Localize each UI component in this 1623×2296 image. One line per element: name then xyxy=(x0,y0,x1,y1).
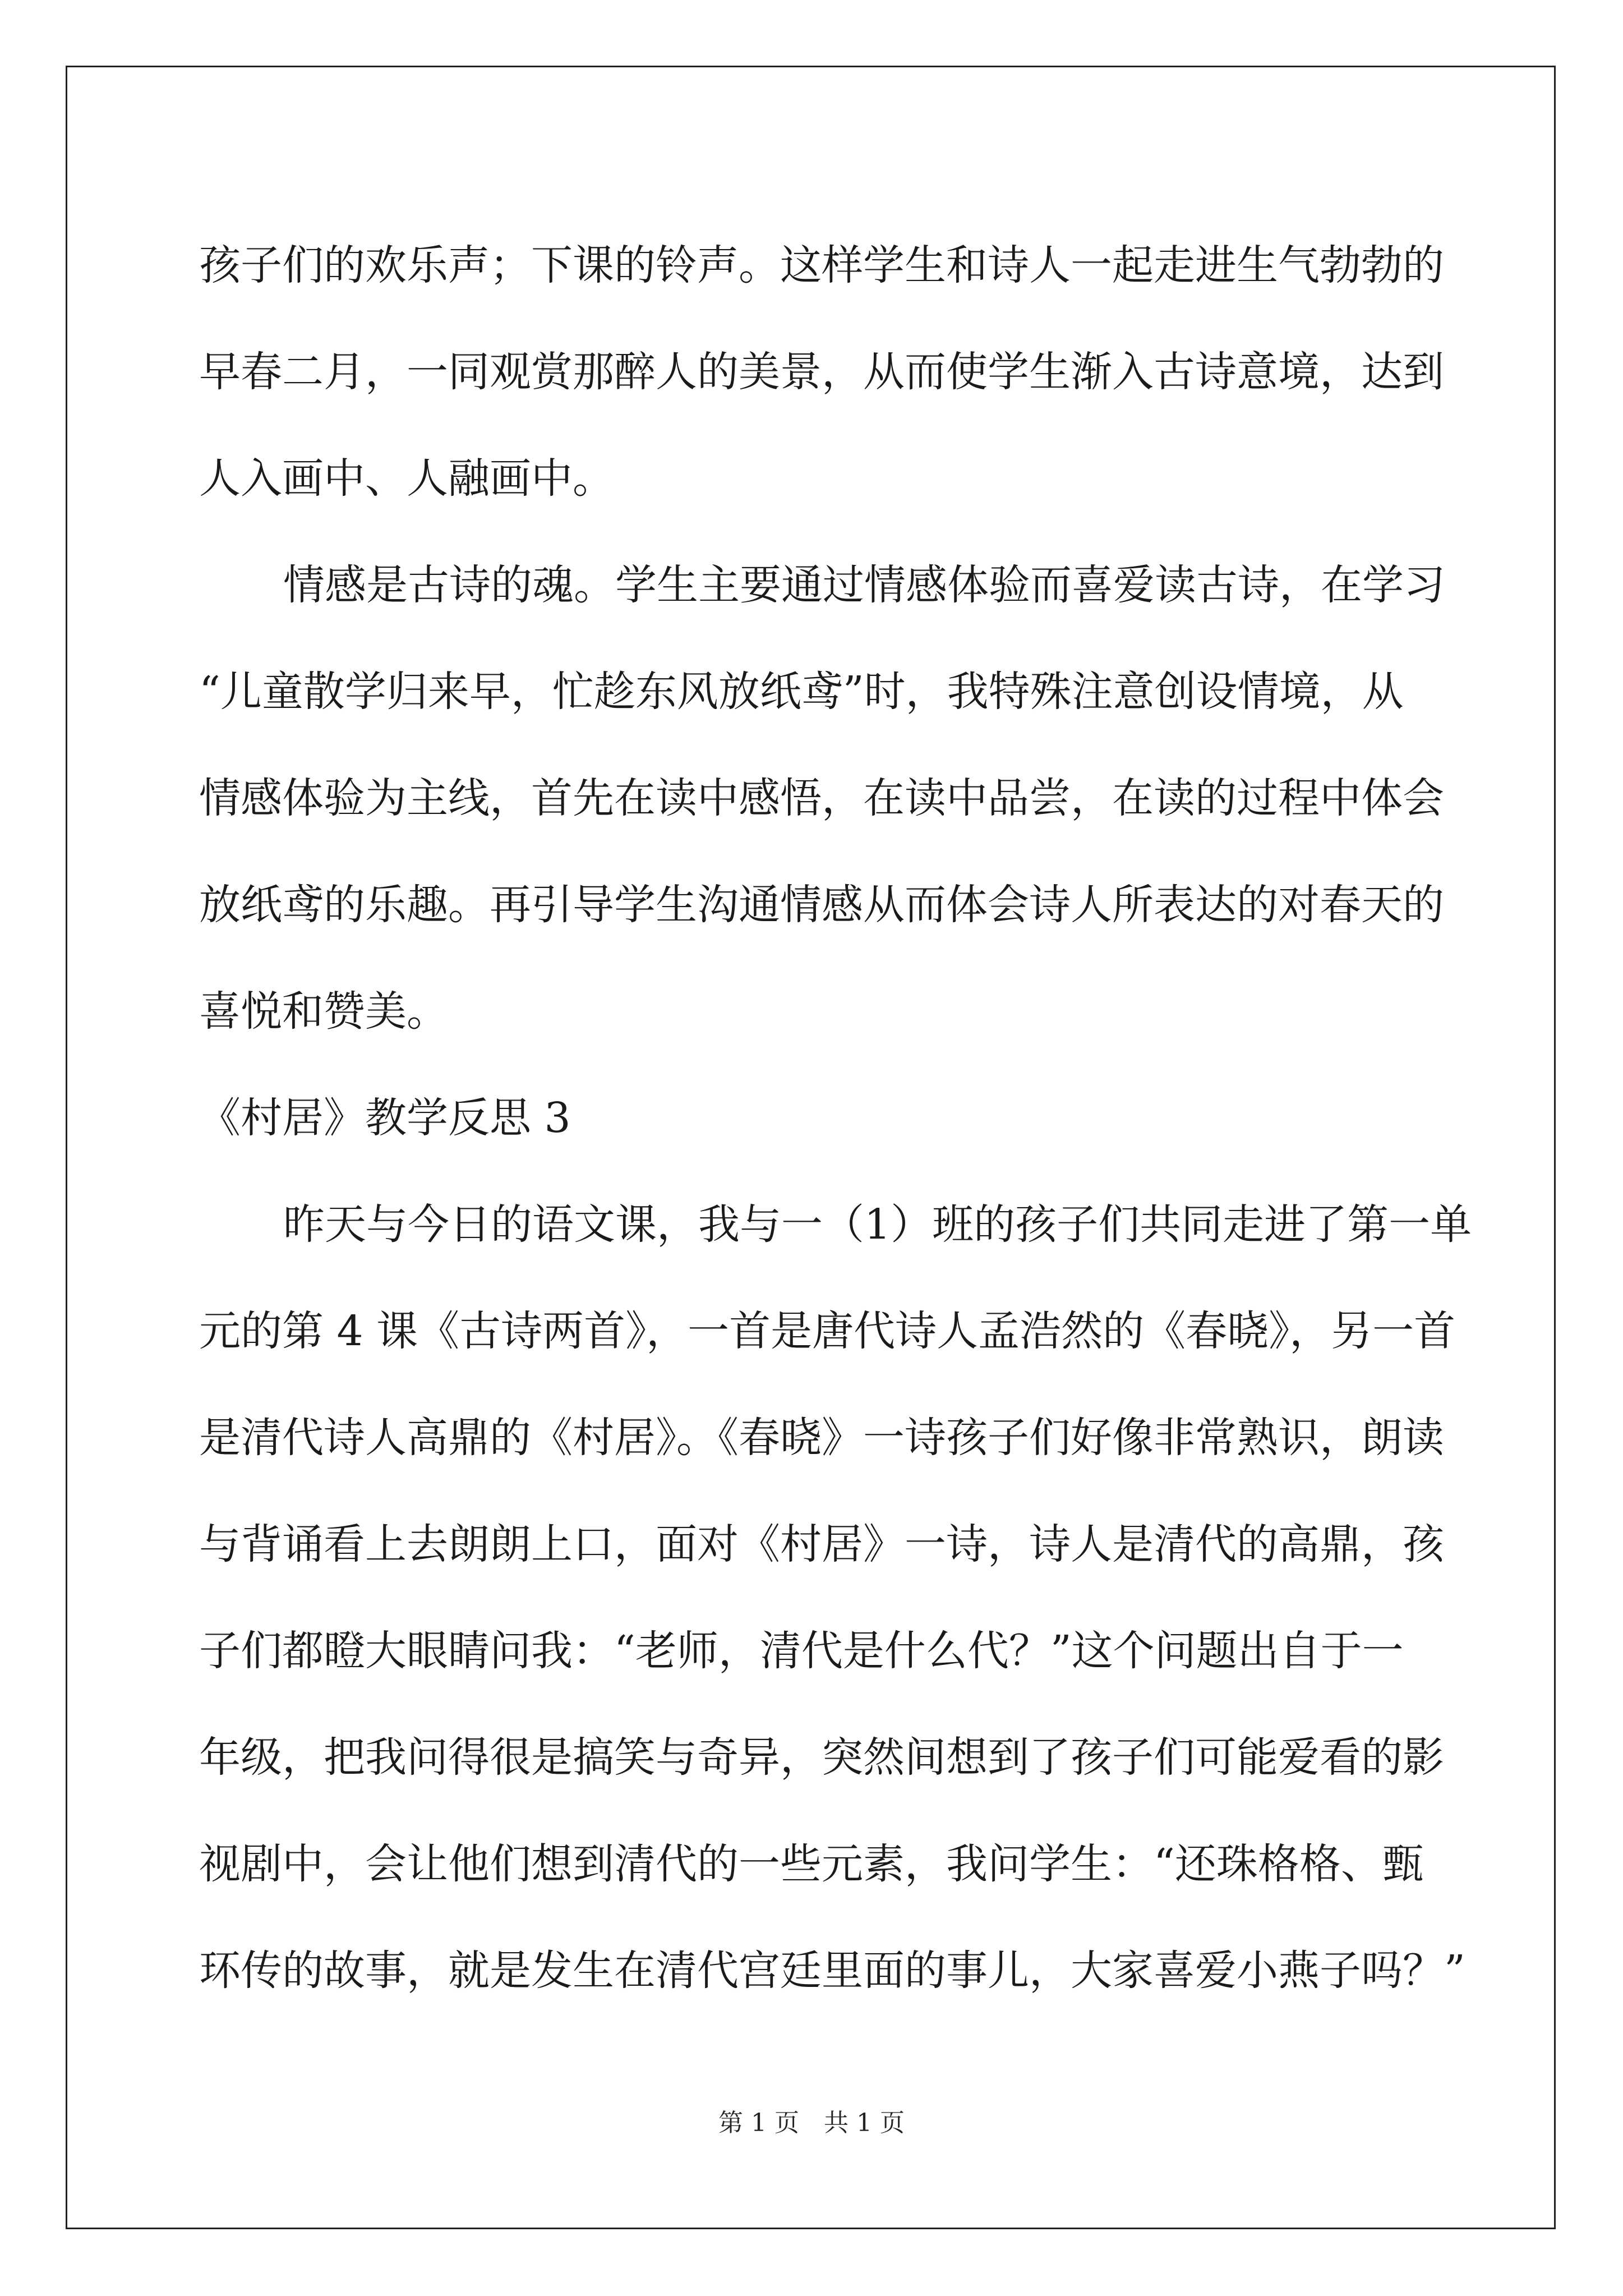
document-body xyxy=(199,212,1472,2024)
page-footer: 第 1 页 共 1 页 xyxy=(718,2109,905,2137)
text-line: 年级，把我问得很是搞笑与奇异，突然间想到了孩子们可能爱看的影 xyxy=(199,1733,1444,1782)
section-heading: 《村居》教学反思 3 xyxy=(199,1094,571,1142)
text-line: 环传的故事，就是发生在清代宫廷里面的事儿，大家喜爱小燕子吗？” xyxy=(199,1947,1465,1995)
text-line: 与背诵看上去朗朗上口，面对《村居》一诗，诗人是清代的高鼎，孩 xyxy=(199,1520,1444,1568)
text-line: 子们都瞪大眼睛问我：“老师，清代是什么代？”这个问题出自于一 xyxy=(199,1627,1404,1675)
text-line: 人入画中、人融画中。 xyxy=(199,454,614,503)
text-line: 昨天与今日的语文课，我与一（1）班的孩子们共同走进了第一单 xyxy=(283,1200,1472,1249)
text-line: 情感是古诗的魂。学生主要通过情感体验而喜爱读古诗，在学习 xyxy=(283,561,1445,609)
text-line: 早春二月，一同观赏那醉人的美景，从而使学生渐入古诗意境，达到 xyxy=(199,348,1444,396)
text-line: 喜悦和赞美。 xyxy=(199,987,448,1036)
text-line: 视剧中，会让他们想到清代的一些元素，我问学生：“还珠格格、甄 xyxy=(199,1840,1424,1888)
text-line: 情感体验为主线，首先在读中感悟，在读中品尝，在读的过程中体会 xyxy=(199,774,1444,822)
text-line: 放纸鸢的乐趣。再引导学生沟通情感从而体会诗人所表达的对春天的 xyxy=(199,881,1444,929)
text-line: 是清代诗人高鼎的《村居》。《春晓》一诗孩子们好像非常熟识，朗读 xyxy=(199,1414,1444,1462)
text-line: 孩子们的欢乐声；下课的铃声。这样学生和诗人一起走进生气勃勃的 xyxy=(199,241,1444,289)
text-line: “儿童散学归来早，忙趁东风放纸鸢”时，我特殊注意创设情境，从 xyxy=(199,668,1404,716)
text-line: 元的第 4 课《古诗两首》，一首是唐代诗人孟浩然的《春晓》，另一首 xyxy=(199,1307,1456,1355)
